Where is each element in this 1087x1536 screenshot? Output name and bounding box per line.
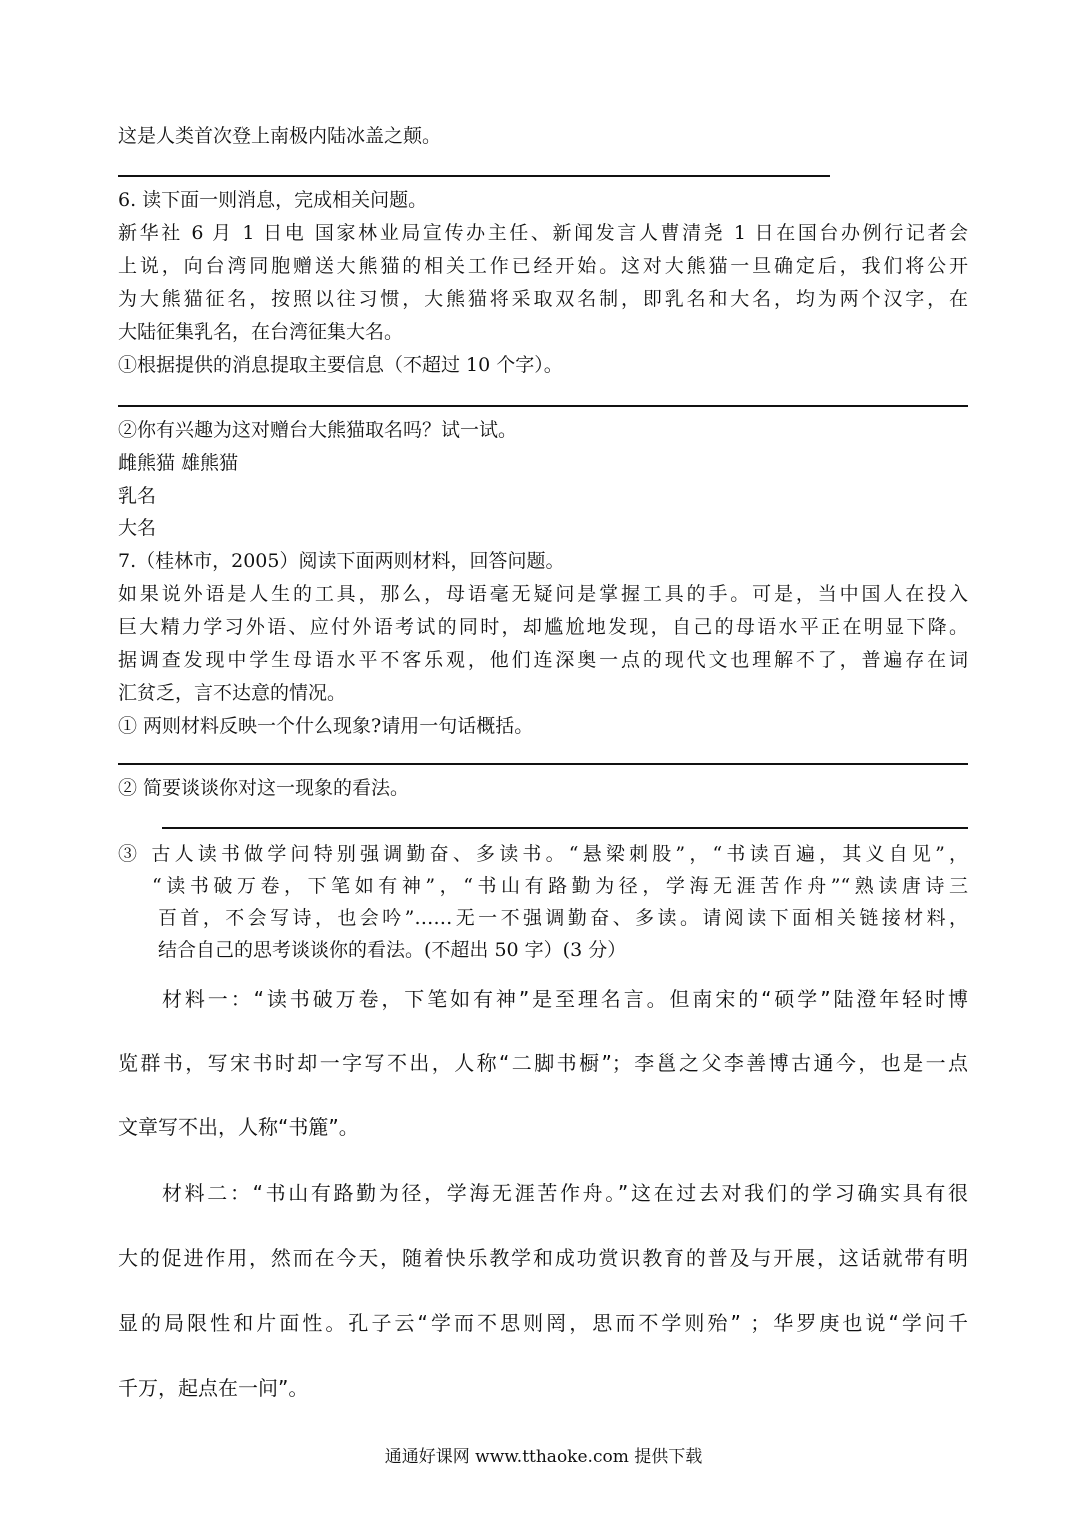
q6-news-line-3: 为大熊猫征名，按照以往习惯，大熊猫将采取双名制，即乳名和大名，均为两个汉字，在 xyxy=(118,288,968,310)
q7-material-line-2: 巨大精力学习外语、应付外语考试的同时，却尴尬地发现，自己的母语水平正在明显下降。 xyxy=(118,616,968,638)
material-1-line-2: 览群书，写宋书时却一字写不出，人称“二脚书橱”；李邕之父李善博古通今，也是一点 xyxy=(118,1051,968,1075)
answer-line xyxy=(118,405,968,407)
q6-daming-label: 大名 xyxy=(118,517,157,539)
q7-sub-question-3-line-2: “读书破万卷，下笔如有神”，“书山有路勤为径，学海无涯苦作舟”“熟读唐诗三 xyxy=(152,875,968,897)
material-2-line-4: 千万，起点在一问”。 xyxy=(118,1376,309,1400)
material-2-line-1: 材料二：“书山有路勤为径，学海无涯苦作舟。”这在过去对我们的学习确实具有很 xyxy=(162,1181,968,1205)
q6-sub-question-1: ①根据提供的消息提取主要信息（不超过 10 个字）。 xyxy=(118,354,563,376)
q6-panda-labels: 雌熊猫 雄熊猫 xyxy=(118,452,239,474)
intro-line: 这是人类首次登上南极内陆冰盖之颠。 xyxy=(118,125,442,147)
q6-news-line-1: 新华社 6 月 1 日电 国家林业局宣传办主任、新闻发言人曹清尧 1 日在国台办例行记者会 xyxy=(118,222,968,244)
q7-material-line-3: 据调查发现中学生母语水平不客乐观，他们连深奥一点的现代文也理解不了，普遍存在词 xyxy=(118,649,968,671)
answer-line xyxy=(162,827,968,829)
q6-news-line-4: 大陆征集乳名，在台湾征集大名。 xyxy=(118,321,404,343)
q7-sub-question-2: ② 简要谈谈你对这一现象的看法。 xyxy=(118,777,410,799)
material-2-line-3: 显的局限性和片面性。孔子云“学而不思则罔，思而不学则殆” ；华罗庚也说“学问千 xyxy=(118,1311,968,1335)
material-1-line-1: 材料一：“读书破万卷，下笔如有神”是至理名言。但南宋的“硕学”陆澄年轻时博 xyxy=(162,987,968,1011)
material-1-line-3: 文章写不出，人称“书簏”。 xyxy=(118,1115,359,1139)
q6-ruming-label: 乳名 xyxy=(118,485,157,507)
q7-material-line-4: 汇贫乏，言不达意的情况。 xyxy=(118,682,347,704)
question-6-title: 6. 读下面一则消息，完成相关问题。 xyxy=(118,189,428,211)
q7-sub-question-3-line-4: 结合自己的思考谈谈你的看法。(不超出 50 字）(3 分） xyxy=(158,939,627,961)
material-2-line-2: 大的促进作用，然而在今天，随着快乐教学和成功赏识教育的普及与开展，这话就带有明 xyxy=(118,1246,968,1270)
q7-sub-question-3-line-1: ③ 古人读书做学问特别强调勤奋、多读书。“悬梁刺股”，“书读百遍，其义自见”， xyxy=(118,843,968,865)
q6-news-line-2: 上说，向台湾同胞赠送大熊猫的相关工作已经开始。这对大熊猫一旦确定后，我们将公开 xyxy=(118,255,968,277)
q6-sub-question-2: ②你有兴趣为这对赠台大熊猫取名吗？试一试。 xyxy=(118,419,518,441)
page-footer: 通通好课网 www.tthaoke.com 提供下载 xyxy=(384,1447,703,1467)
q7-sub-question-3-line-3: 百首，不会写诗，也会吟”……无一不强调勤奋、多读。请阅读下面相关链接材料， xyxy=(158,907,968,929)
q7-sub-question-1: ① 两则材料反映一个什么现象?请用一句话概括。 xyxy=(118,715,534,737)
answer-line xyxy=(118,763,968,765)
q7-material-line-1: 如果说外语是人生的工具，那么，母语毫无疑问是掌握工具的手。可是，当中国人在投入 xyxy=(118,583,968,605)
question-7-title: 7.（桂林市，2005）阅读下面两则材料，回答问题。 xyxy=(118,550,565,572)
answer-line xyxy=(118,175,830,177)
